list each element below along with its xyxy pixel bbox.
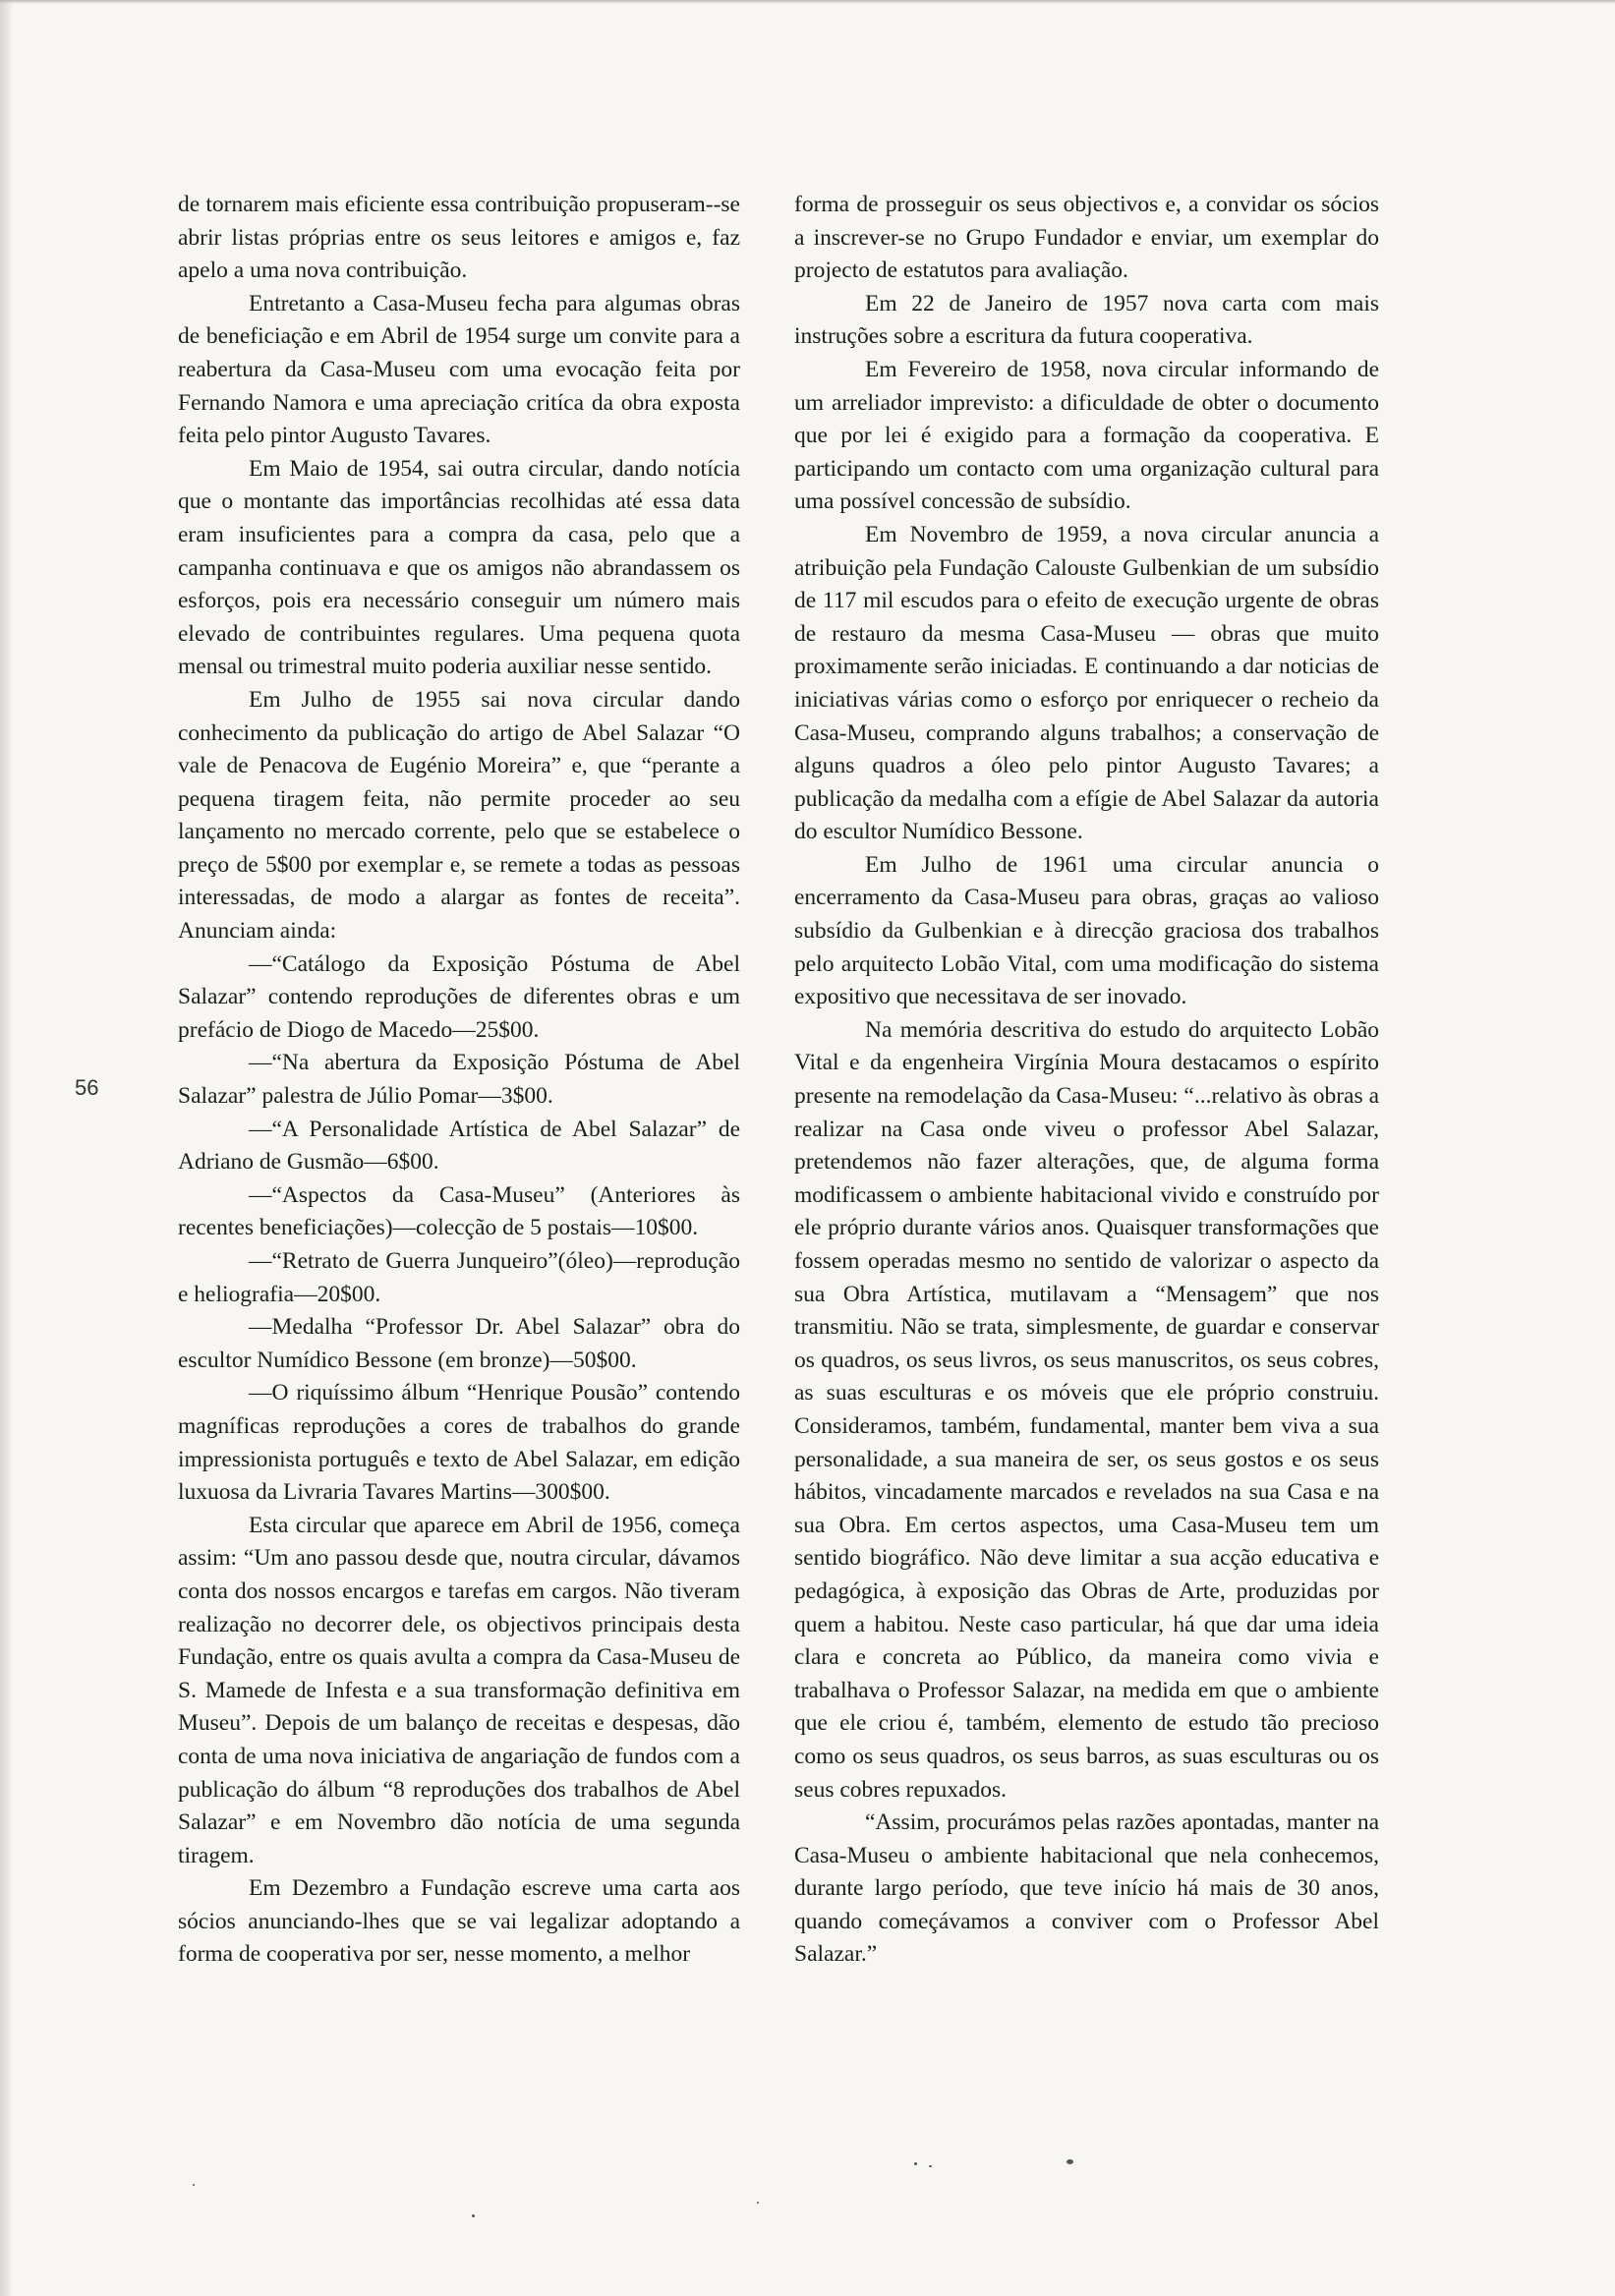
paragraph: Esta circular que aparece em Abril de 1956, começa assim: “Um ano passou desde que, noutra circular, dávamos conta dos nossos encargos e tarefas em cargos. Não tiveram realização no decorrer dele, os objectivos principais desta Fundação, entre os quais avulta a compra da Casa-Museu de S. Mamede de Infesta e a sua transformação definitiva em Museu”. Depois de um balanço de receitas e despesas, dão conta de uma nova iniciativa de angariação de fundos com a publicação do álbum “8 reproduções dos trabalhos de Abel Salazar” e em Novembro dão notícia de uma segunda tiragem. bbox=[178, 1512, 740, 1868]
page-top-edge bbox=[0, 0, 1615, 4]
paragraph: “Assim, procurámos pelas razões apontadas, manter na Casa-Museu o ambiente habitacional que nela conhecemos, durante largo período, que teve início há mais de 30 anos, quando começávamos a conviver com o Professor Abel Salazar.” bbox=[794, 1809, 1379, 1968]
scan-speck bbox=[1067, 2159, 1073, 2164]
page-number: 56 bbox=[75, 1075, 99, 1100]
paragraph: Em 22 de Janeiro de 1957 nova carta com mais instruções sobre a escritura da futura cooperativa. bbox=[794, 290, 1379, 350]
paragraph: forma de prosseguir os seus objectivos e, a convidar os sócios a inscrever-se no Grupo Fundador e enviar, um exemplar do projecto de estatutos para avaliação. bbox=[794, 192, 1379, 284]
list-item-medal: —Medalha “Professor Dr. Abel Salazar” obra do escultor Numídico Bessone (em bronze)—50$00. bbox=[178, 1314, 740, 1373]
paragraph: Em Julho de 1955 sai nova circular dando conhecimento da publicação do artigo de Abel Salazar “O vale de Penacova de Eugénio Moreira” e, que “perante a pequena tiragem feita, não permite proceder ao seu lançamento no mercado corrente, pelo que se estabelece o preço de 5$00 por exemplar e, se remete a todas as pessoas interessadas, de modo a alargar as fontes de receita”. Anunciam ainda: bbox=[178, 686, 740, 945]
scan-speck bbox=[472, 2214, 475, 2217]
right-text-column bbox=[794, 189, 1379, 1972]
paragraph: Em Fevereiro de 1958, nova circular informando de um arreliador imprevisto: a dificuldade de obter o documento que por lei é exigido para a formação da cooperativa. E participando um contacto com uma organização cultural para uma possível concessão de subsídio. bbox=[794, 356, 1379, 515]
list-item-lecture: —“Na abertura da Exposição Póstuma de Abel Salazar” palestra de Júlio Pomar—3$00. bbox=[178, 1050, 740, 1110]
paragraph: Em Maio de 1954, sai outra circular, dando notícia que o montante das importâncias recolhidas até essa data eram insuficientes para a compra da casa, pelo que a campanha continuava e que os amigos não abrandassem os esforços, pois era necessário conseguir um número mais elevado de contribuintes regulares. Uma pequena quota mensal ou trimestral muito poderia auxiliar nesse sentido. bbox=[178, 455, 740, 680]
paragraph: Em Dezembro a Fundação escreve uma carta aos sócios anunciando-lhes que se vai legalizar adoptando a forma de cooperativa por ser, nesse momento, a melhor bbox=[178, 1875, 740, 1968]
list-item-personality: —“A Personalidade Artística de Abel Salazar” de Adriano de Gusmão—6$00. bbox=[178, 1116, 740, 1176]
scan-speck bbox=[757, 2202, 759, 2204]
list-item-portrait: —“Retrato de Guerra Junqueiro”(óleo)—reprodução e heliografia—20$00. bbox=[178, 1248, 740, 1307]
scan-speck bbox=[929, 2165, 932, 2167]
page-edge-shadow bbox=[0, 0, 14, 2296]
paragraph: de tornarem mais eficiente essa contribuição propuseram--se abrir listas próprias entre os seus leitores e amigos e, faz apelo a uma nova contribuição. bbox=[178, 192, 740, 284]
list-item-catalogue: —“Catálogo da Exposição Póstuma de Abel Salazar” contendo reproduções de diferentes obras e um prefácio de Diogo de Macedo—25$00. bbox=[178, 950, 740, 1043]
list-item-postcards: —“Aspectos da Casa-Museu” (Anteriores às recentes beneficiações)—colecção de 5 postais—10$00. bbox=[178, 1181, 740, 1241]
scan-speck bbox=[193, 2184, 195, 2186]
paragraph: Entretanto a Casa-Museu fecha para algumas obras de beneficiação e em Abril de 1954 surge um convite para a reabertura da Casa-Museu com uma evocação feita por Fernando Namora e uma apreciação critíca da obra exposta feita pelo pintor Augusto Tavares. bbox=[178, 290, 740, 449]
left-text-column bbox=[178, 189, 740, 1972]
paragraph: Na memória descritiva do estudo do arquitecto Lobão Vital e da engenheira Virgínia Moura destacamos o espírito presente na remodelação da Casa-Museu: “...relativo às obras a realizar na Casa onde viveu o professor Abel Salazar, pretendemos não fazer alterações, que, de alguma forma modificassem o ambiente habitacional vivido e construído por ele próprio durante vários anos. Quaisquer transformações que fossem operadas mesmo no sentido de valorizar o aspecto da sua Obra Artística, mutilavam a “Mensagem” que nos transmitiu. Não se trata, simplesmente, de guardar e conservar os quadros, os seus livros, os seus manuscritos, os seus cobres, as suas esculturas e os móveis que ele próprio construiu. Consideramos, também, fundamental, manter bem viva a sua personalidade, a sua maneira de ser, os seus gostos e os seus hábitos, vincadamente marcados e revelados na sua Casa e na sua Obra. Em certos aspectos, uma Casa-Museu tem um sentido biográfico. Não deve limitar a sua acção educativa e pedagógica, à exposição das Obras de Arte, produzidas por quem a habitou. Neste caso particular, há que dar uma ideia clara e concreta ao Público, da maneira como vivia e trabalhava o Professor Salazar, na medida em que o ambiente que ele criou é, também, elemento de estudo tão precioso como os seus quadros, os seus barros, as suas esculturas ou os seus cobres repuxados. bbox=[794, 1016, 1379, 1803]
list-item-album: —O riquíssimo álbum “Henrique Pousão” contendo magníficas reproduções a cores de trabalhos do grande impressionista português e texto de Abel Salazar, em edição luxuosa da Livraria Tavares Martins—300$00. bbox=[178, 1380, 740, 1506]
paragraph: Em Novembro de 1959, a nova circular anuncia a atribuição pela Fundação Calouste Gulbenkian de um subsídio de 117 mil escudos para o efeito de execução urgente de obras de restauro da mesma Casa-Museu — obras que muito proximamente serão iniciadas. E continuando a dar noticias de iniciativas várias como o esforço por enriquecer o recheio da Casa-Museu, comprando alguns trabalhos; a conservação de alguns quadros a óleo pelo pintor Augusto Tavares; a publicação da medalha com a efígie de Abel Salazar da autoria do escultor Numídico Bessone. bbox=[794, 521, 1379, 845]
paragraph: Em Julho de 1961 uma circular anuncia o encerramento da Casa-Museu para obras, graças ao valioso subsídio da Gulbenkian e à direcção graciosa dos trabalhos pelo arquitecto Lobão Vital, com uma modificação do sistema expositivo que necessitava de ser inovado. bbox=[794, 851, 1379, 1010]
scan-speck bbox=[914, 2162, 917, 2165]
